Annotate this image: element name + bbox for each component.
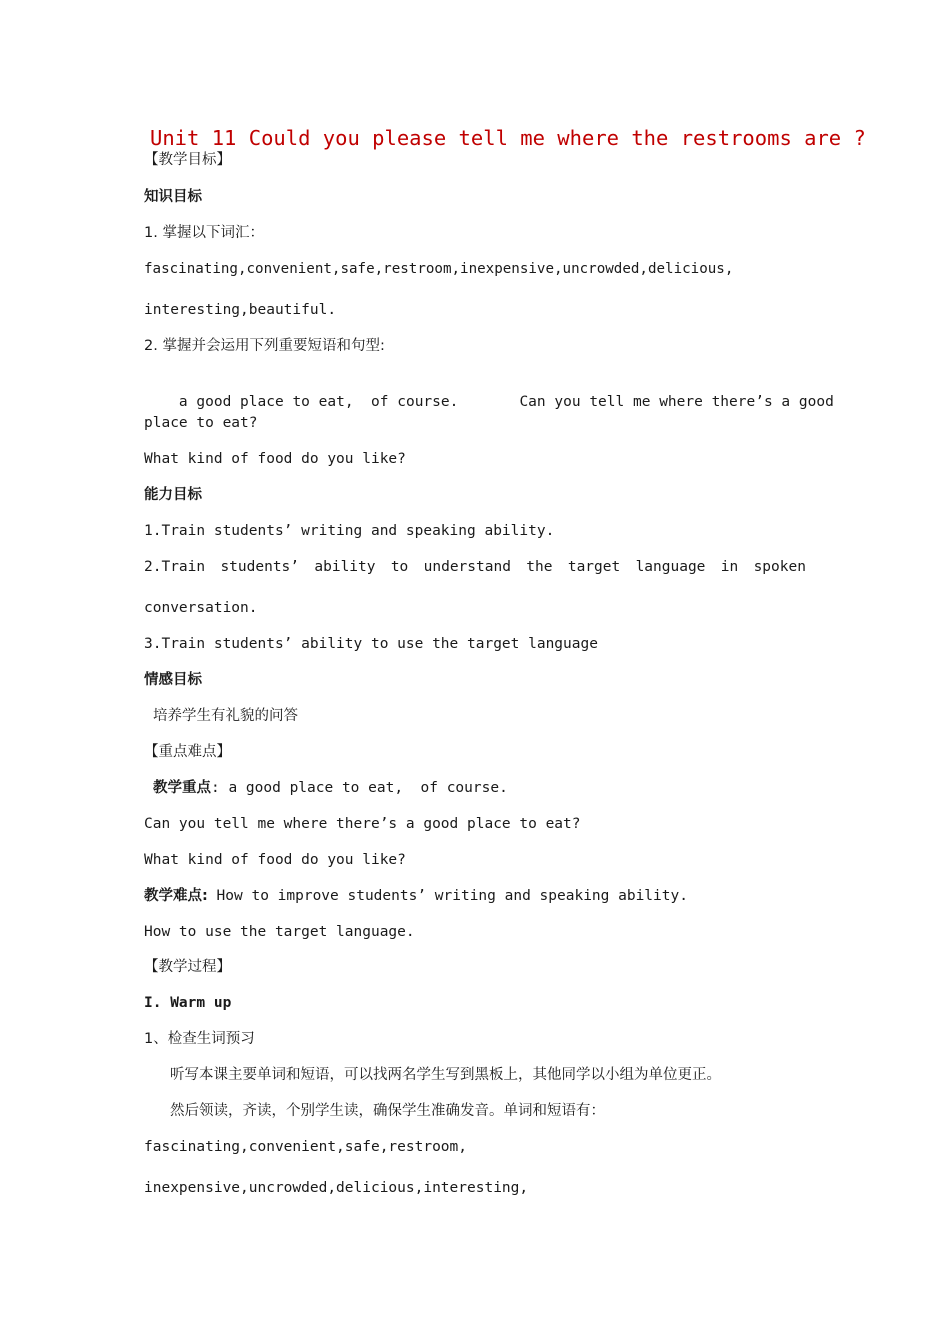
ability-item-2: 2.Train students’ ability to understand the target language in spoken bbox=[144, 559, 806, 575]
key-point-line-1 bbox=[153, 778, 806, 798]
difficulty-text: How to improve students’ writing and speaking ability. bbox=[207, 888, 688, 904]
phrase-line-1: a good place to eat, of course. Can you tell me where there’s a good bbox=[178, 394, 834, 410]
vocab-line-1: fascinating,convenient,safe,restroom,inexpensive,uncrowded,delicious, bbox=[144, 261, 734, 277]
ability-item-2-cont: conversation. bbox=[144, 600, 258, 616]
vocab-line-2: interesting,beautiful. bbox=[144, 302, 337, 318]
warmup-label: I. Warm up bbox=[144, 995, 232, 1011]
key-point-text: : a good place to eat, of course. bbox=[211, 780, 508, 796]
phrase-line-2: place to eat? bbox=[144, 415, 258, 431]
process-header: 【教学过程】 bbox=[144, 959, 231, 975]
knowledge-item-2: 2. 掌握并会运用下列重要短语和句型: bbox=[144, 338, 385, 354]
step-1-paragraph-2: 然后领读，齐读，个别学生读，确保学生准确发音。单词和短语有： bbox=[170, 1103, 605, 1119]
key-point-line-2: Can you tell me where there’s a good place to eat? bbox=[144, 816, 581, 832]
difficulty-line-1 bbox=[144, 886, 806, 906]
step-1: 1、检查生词预习 bbox=[144, 1031, 255, 1047]
ability-item-3: 3.Train students’ ability to use the target language bbox=[144, 636, 598, 652]
key-point-line-3: What kind of food do you like? bbox=[144, 852, 406, 868]
knowledge-goals-label: 知识目标 bbox=[144, 189, 202, 205]
words-line-1: fascinating,convenient,safe,restroom, bbox=[144, 1139, 468, 1155]
difficulty-label: 教学难点: bbox=[144, 888, 208, 904]
key-points-header: 【重点难点】 bbox=[144, 744, 231, 760]
page-title: Unit 11 Could you please tell me where the restrooms are ? bbox=[150, 126, 866, 150]
phrase-line-3: What kind of food do you like? bbox=[144, 451, 406, 467]
teaching-goals-header: 【教学目标】 bbox=[144, 152, 231, 168]
emotion-goals-label: 情感目标 bbox=[144, 672, 202, 688]
difficulty-line-2: How to use the target language. bbox=[144, 924, 415, 940]
words-line-2: inexpensive,uncrowded,delicious,interesting, bbox=[144, 1180, 529, 1196]
ability-item-1: 1.Train students’ writing and speaking ability. bbox=[144, 523, 555, 539]
emotion-goals-text: 培养学生有礼貌的问答 bbox=[153, 708, 298, 724]
knowledge-item-1: 1. 掌握以下词汇： bbox=[144, 225, 264, 241]
ability-goals-label: 能力目标 bbox=[144, 487, 202, 503]
key-point-label: 教学重点 bbox=[153, 780, 211, 796]
step-1-paragraph-1: 听写本课主要单词和短语，可以找两名学生写到黑板上，其他同学以小组为单位更正。 bbox=[170, 1067, 721, 1083]
